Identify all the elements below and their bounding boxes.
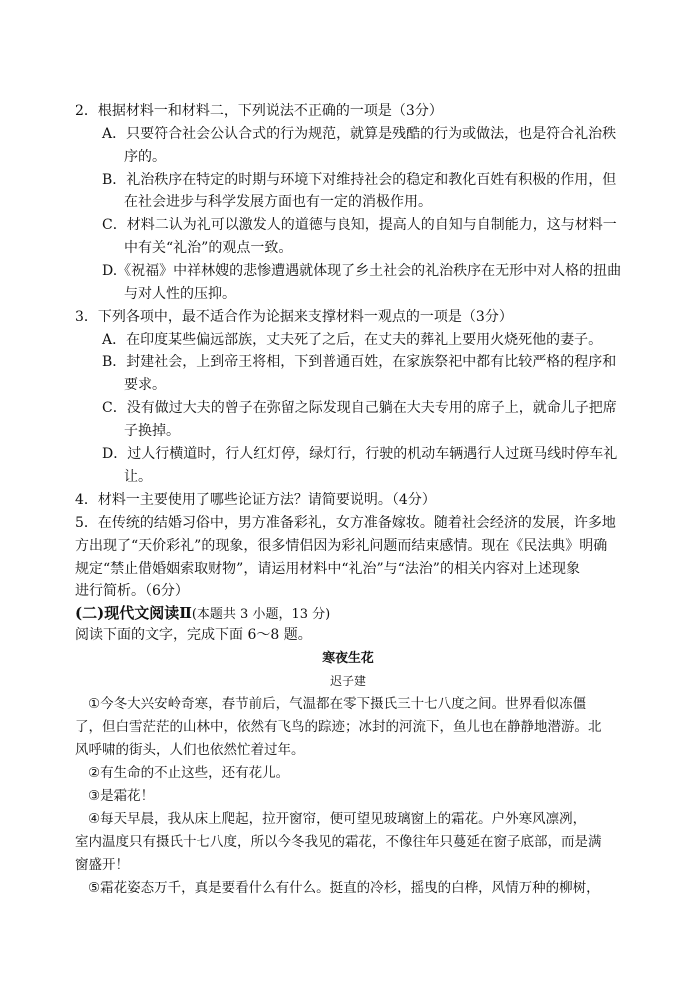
section-instruction: 阅读下面的文字，完成下面 6～8 题。	[75, 627, 312, 643]
q2-stem: 2．根据材料一和材料二，下列说法不正确的一项是（3分）	[75, 103, 443, 119]
q3-option-c-cont: 子换掉。	[124, 423, 180, 439]
article-paragraph-3: ③是霜花！	[88, 788, 155, 804]
q2-option-d: D.《祝福》中祥林嫂的悲惨遭遇就体现了乡土社会的礼治秩序在无形中对人格的扭曲	[102, 263, 622, 279]
q5-line-2: 方出现了“天价彩礼”的现象，很多情侣因为彩礼问题而结束感情。现在《民法典》明确	[75, 538, 608, 554]
q2-option-a-cont: 序的。	[124, 149, 166, 165]
q5-line-1: 5．在传统的结婚习俗中，男方准备彩礼，女方准备嫁妆。随着社会经济的发展，许多地	[75, 515, 616, 531]
q3-option-d-cont: 让。	[124, 469, 152, 485]
section-heading-title: (二)现代文阅读Ⅱ	[75, 604, 192, 622]
article-paragraph-4-line-3: 窗盛开！	[75, 857, 129, 873]
q5-line-4: 进行简析。（6分）	[75, 583, 189, 599]
q3-option-d: D．过人行横道时，行人红灯停，绿灯行，行驶的机动车辆遇行人过斑马线时停车礼	[102, 446, 618, 462]
article-title: 寒夜生花	[322, 651, 374, 666]
article-paragraph-2: ②有生命的不止这些，还有花儿。	[88, 765, 290, 781]
article-paragraph-1-line-2: 了，但白雪茫茫的山林中，依然有飞鸟的踪迹；冰封的河流下，鱼儿也在静静地潜游。北	[75, 719, 602, 735]
section-heading-note: (本题共 3 小题，13 分)	[191, 607, 331, 622]
article-paragraph-4: ④每天早晨，我从床上爬起，拉开窗帘，便可望见玻璃窗上的霜花。户外寒风凛冽，	[88, 811, 587, 827]
q2-option-c: C．材料二认为礼可以激发人的道德与良知，提高人的自知与自制能力，这与材料一	[102, 217, 617, 233]
q2-option-b: B．礼治秩序在特定的时期与环境下对维持社会的稳定和教化百姓有积极的作用，但	[102, 172, 617, 188]
q3-option-b-cont: 要求。	[124, 377, 166, 393]
article-paragraph-4-line-2: 室内温度只有摄氏十七八度，所以今冬我见的霜花，不像往年只蔓延在窗子底部，而是满	[75, 834, 602, 850]
q4-stem: 4．材料一主要使用了哪些论证方法？请简要说明。（4分）	[75, 492, 436, 508]
q5-line-3: 规定“禁止借婚姻索取财物”，请运用材料中“礼治”与“法治”的相关内容对上述现象	[75, 561, 580, 577]
q3-option-c: C．没有做过大夫的曾子在弥留之际发现自己躺在大夫专用的席子上，就命儿子把席	[102, 400, 617, 416]
q3-option-b: B．封建社会，上到帝王将相，下到普通百姓，在家族祭祀中都有比较严格的程序和	[102, 354, 617, 370]
q2-option-b-cont: 在社会进步与科学发展方面也有一定的消极作用。	[124, 194, 432, 210]
q3-stem: 3．下列各项中，最不适合作为论据来支撑材料一观点的一项是（3分）	[75, 309, 513, 325]
article-paragraph-1-line-3: 风呼啸的街头，人们也依然忙着过年。	[75, 742, 305, 758]
article-paragraph-5: ⑤霜花姿态万千，真是要看什么有什么。挺直的冷杉，摇曳的白桦，风情万种的柳树，	[88, 880, 600, 896]
article-paragraph-1: ①今冬大兴安岭奇寒，春节前后，气温都在零下摄氏三十七八度之间。世界看似冻僵	[88, 696, 587, 712]
section-heading	[75, 603, 330, 623]
q2-option-d-cont: 与对人性的压抑。	[124, 286, 236, 302]
q2-option-a: A．只要符合社会公认合式的行为规范，就算是残酷的行为或做法，也是符合礼治秩	[102, 126, 617, 142]
article-author: 迟子建	[330, 674, 366, 688]
q3-option-a: A．在印度某些偏远部族，丈夫死了之后，在丈夫的葬礼上要用火烧死他的妻子。	[102, 332, 603, 348]
q2-option-c-cont: 中有关“礼治”的观点一致。	[124, 240, 293, 256]
